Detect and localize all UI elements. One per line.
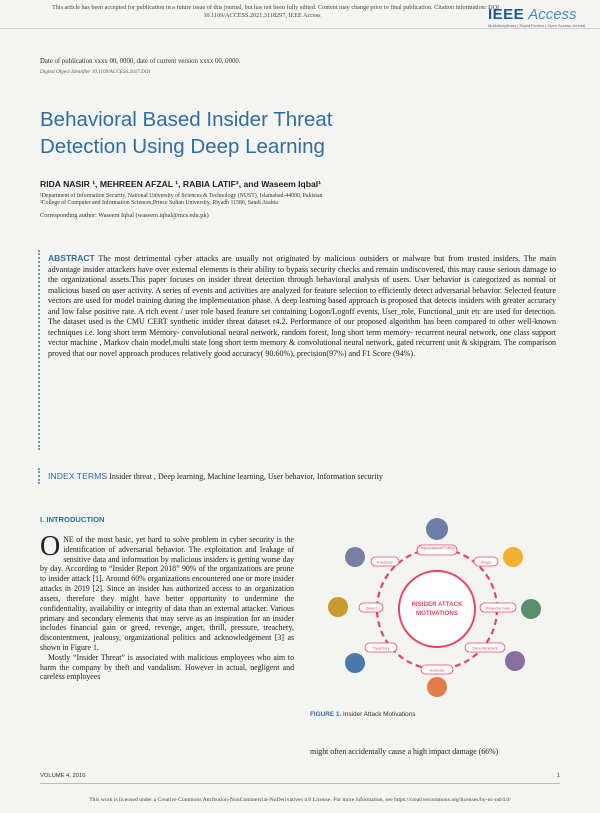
affiliation-1: ¹Department of Information Security, National University of Sciences & Technology (NUST), Islamabad-44000, Pakistan bbox=[40, 193, 323, 199]
motivation-label: Discontentment bbox=[472, 646, 498, 651]
abstract-label: ABSTRACT bbox=[48, 253, 95, 263]
motivation-node-pressure bbox=[345, 547, 399, 567]
motivation-node-anger bbox=[474, 547, 523, 567]
politics-icon bbox=[426, 518, 448, 540]
figure-1-caption bbox=[310, 711, 416, 718]
abstract-text: The most detrimental cyber attacks are usually not originated by malicious outsiders or malware but from trusted insiders. The main advantage insider attackers have over external elements is their ability to bypass security checks and remain undiscovered, this may cause serious damage to the organizational assets.This paper focuses on insider threat detection through behavioral analysis of users. User behavior is categorized as normal or malicious based on user activity. A series of events and activities are analyzed for feature selection to efficiently detect adversarial behavior. Selected feature vectors are used for model training during the implementation phase. A deep learning based approach is proposed that detects insiders with greater accuracy and low false positive rate. A rich event / user role based feature set containing Logon/Logoff events, User_role, Functional_unit etc are used for detection. The dataset used is the CMU CERT synthetic insider threat dataset r4.2. Performance of our proposed algorithm has been compared to other well-known techniques i.e. long short term Memory- convolutional neural network, random forest, long short term memory- recurrent neural network, one class support vector machine , Markov chain model,multi state long short term memory & convolutional neural network, gated recurrent unit & skipgram. The comparison proved that our novel approach produces relatively good accuracy( 90.60%), precision(97%) and F1 Score (94%). bbox=[48, 254, 556, 358]
greed-icon bbox=[328, 597, 348, 617]
discontentment-icon bbox=[505, 651, 525, 671]
intro-paragraph-1: NE of the most basic, yet hard to solve problem in cyber security is the identification of adversarial behavior. The exploitation and leakage of sensitive data and information by malicious insiders is getting worse day by day. According to “Insider Report 2018” 90% of the organizations are prone to insider attack [1]. Around 60% organizations encountered one or more insider attacks in 2019 [2]. Since an insider has authorized access to an organization assets, therefore they might have better opportunity to undermine the confidentiality, availability or integrity of data than an external attacker. Various primary and secondary elements that may serve as an inspiration for an insider includes financial gain or greed, revenge, anger, thrill, pressure, treachery, discontentment, jealousy, organizational politics and acknowledgement [3] as shown in Figure 1. bbox=[40, 535, 294, 652]
motivation-label: Anger bbox=[480, 559, 492, 565]
acceptance-note bbox=[52, 4, 500, 20]
motivation-node-jealousy bbox=[421, 665, 453, 697]
affiliations bbox=[40, 193, 322, 208]
index-terms-label: INDEX TERMS bbox=[48, 471, 108, 481]
insider-attack-motivations-diagram bbox=[325, 517, 550, 699]
motivation-node-politics bbox=[417, 518, 457, 555]
logo-tagline: Multidisciplinary | Rapid Review | Open Access Journal bbox=[488, 23, 586, 28]
acceptance-note-line2: 10.1109/ACCESS.2021.3118297, IEEE Access bbox=[203, 12, 321, 19]
jealousy-icon bbox=[427, 677, 447, 697]
footer-divider bbox=[40, 783, 560, 784]
introduction-left-column bbox=[40, 531, 294, 682]
motivation-label: Jealousy bbox=[429, 668, 445, 673]
index-terms-marker bbox=[38, 468, 42, 484]
center-hub bbox=[399, 571, 475, 647]
ieee-access-logo bbox=[488, 6, 588, 28]
license-notice: This work is licensed under a Creative Commons Attribution-NonCommercial-NoDerivatives 4.0 License. For more information, see https://creativecommons.org/licenses/by-nc-nd/4.0/ bbox=[89, 797, 511, 803]
index-terms-text: Insider threat , Deep learning, Machine learning, User behavior, Information security bbox=[109, 472, 383, 481]
footer-page-number: 1 bbox=[556, 773, 560, 779]
intro-paragraph-2: Mostly “Insider Threat” is associated with malicious employees who aim to harm the company by theft and vandalism. However in actual, negligent and careless employees bbox=[40, 652, 294, 682]
motivation-node-financial-gain bbox=[480, 599, 541, 619]
motivation-label: Organizational Politics bbox=[419, 546, 455, 550]
motivation-node-greed bbox=[328, 597, 383, 617]
anger-icon bbox=[503, 547, 523, 567]
affiliation-2: ²College of Computer and Information Sciences,Prince Sultan University, Riyadh 11586, Saudi Arabia bbox=[40, 200, 278, 207]
abstract-marker bbox=[38, 250, 42, 450]
figure-caption-text: Insider Attack Motivations bbox=[343, 711, 416, 718]
acceptance-note-line1: This article has been accepted for publication in a future issue of this journal, but has not been fully edited. Content may change prior to final publication. Citation information: DOI bbox=[52, 4, 500, 11]
logo-access-text: Access bbox=[528, 6, 577, 23]
center-text-1: INSIDER ATTACK bbox=[411, 601, 463, 608]
footer-volume: VOLUME 4, 2016 bbox=[40, 773, 86, 779]
section-heading-introduction: I. INTRODUCTION bbox=[40, 515, 105, 524]
doi-line: Digital Object Identifier 10.1109/ACCESS.2017.DOI bbox=[40, 69, 151, 75]
right-column-continuation: might often accidentally cause a high impact damage (66%) bbox=[310, 747, 499, 756]
paper-title: Behavioral Based Insider Threat Detection Using Deep Learning bbox=[40, 108, 333, 158]
financial-gain-icon bbox=[521, 599, 541, 619]
drop-cap: O bbox=[40, 531, 61, 562]
motivation-node-treachery bbox=[345, 643, 397, 673]
corresponding-author: Corresponding author: Waseem Iqbal (waseem.iqbal@mcs.edu.pk) bbox=[40, 212, 209, 219]
figure-1 bbox=[325, 517, 550, 699]
motivation-label: Treachery bbox=[372, 646, 390, 651]
motivation-label: Financial Gain bbox=[485, 606, 511, 611]
motivation-label: Pressure bbox=[376, 559, 394, 565]
abstract-block bbox=[48, 253, 556, 359]
logo-ieee-text: IEEE bbox=[488, 6, 525, 23]
treachery-icon bbox=[345, 653, 365, 673]
publication-dates: Date of publication xxxx 00, 0000, date of current version xxxx 00, 0000. bbox=[40, 58, 241, 65]
index-terms-block bbox=[48, 471, 556, 483]
pressure-icon bbox=[345, 547, 365, 567]
center-text-2: MOTIVATIONS bbox=[415, 610, 459, 617]
motivation-label: Greed bbox=[365, 605, 377, 611]
author-list: RIDA NASIR ¹, MEHREEN AFZAL ¹, RABIA LATIF², and Waseem Iqbal¹ bbox=[40, 179, 322, 189]
figure-caption-label: FIGURE 1. bbox=[310, 711, 342, 718]
acceptance-banner bbox=[0, 0, 600, 29]
